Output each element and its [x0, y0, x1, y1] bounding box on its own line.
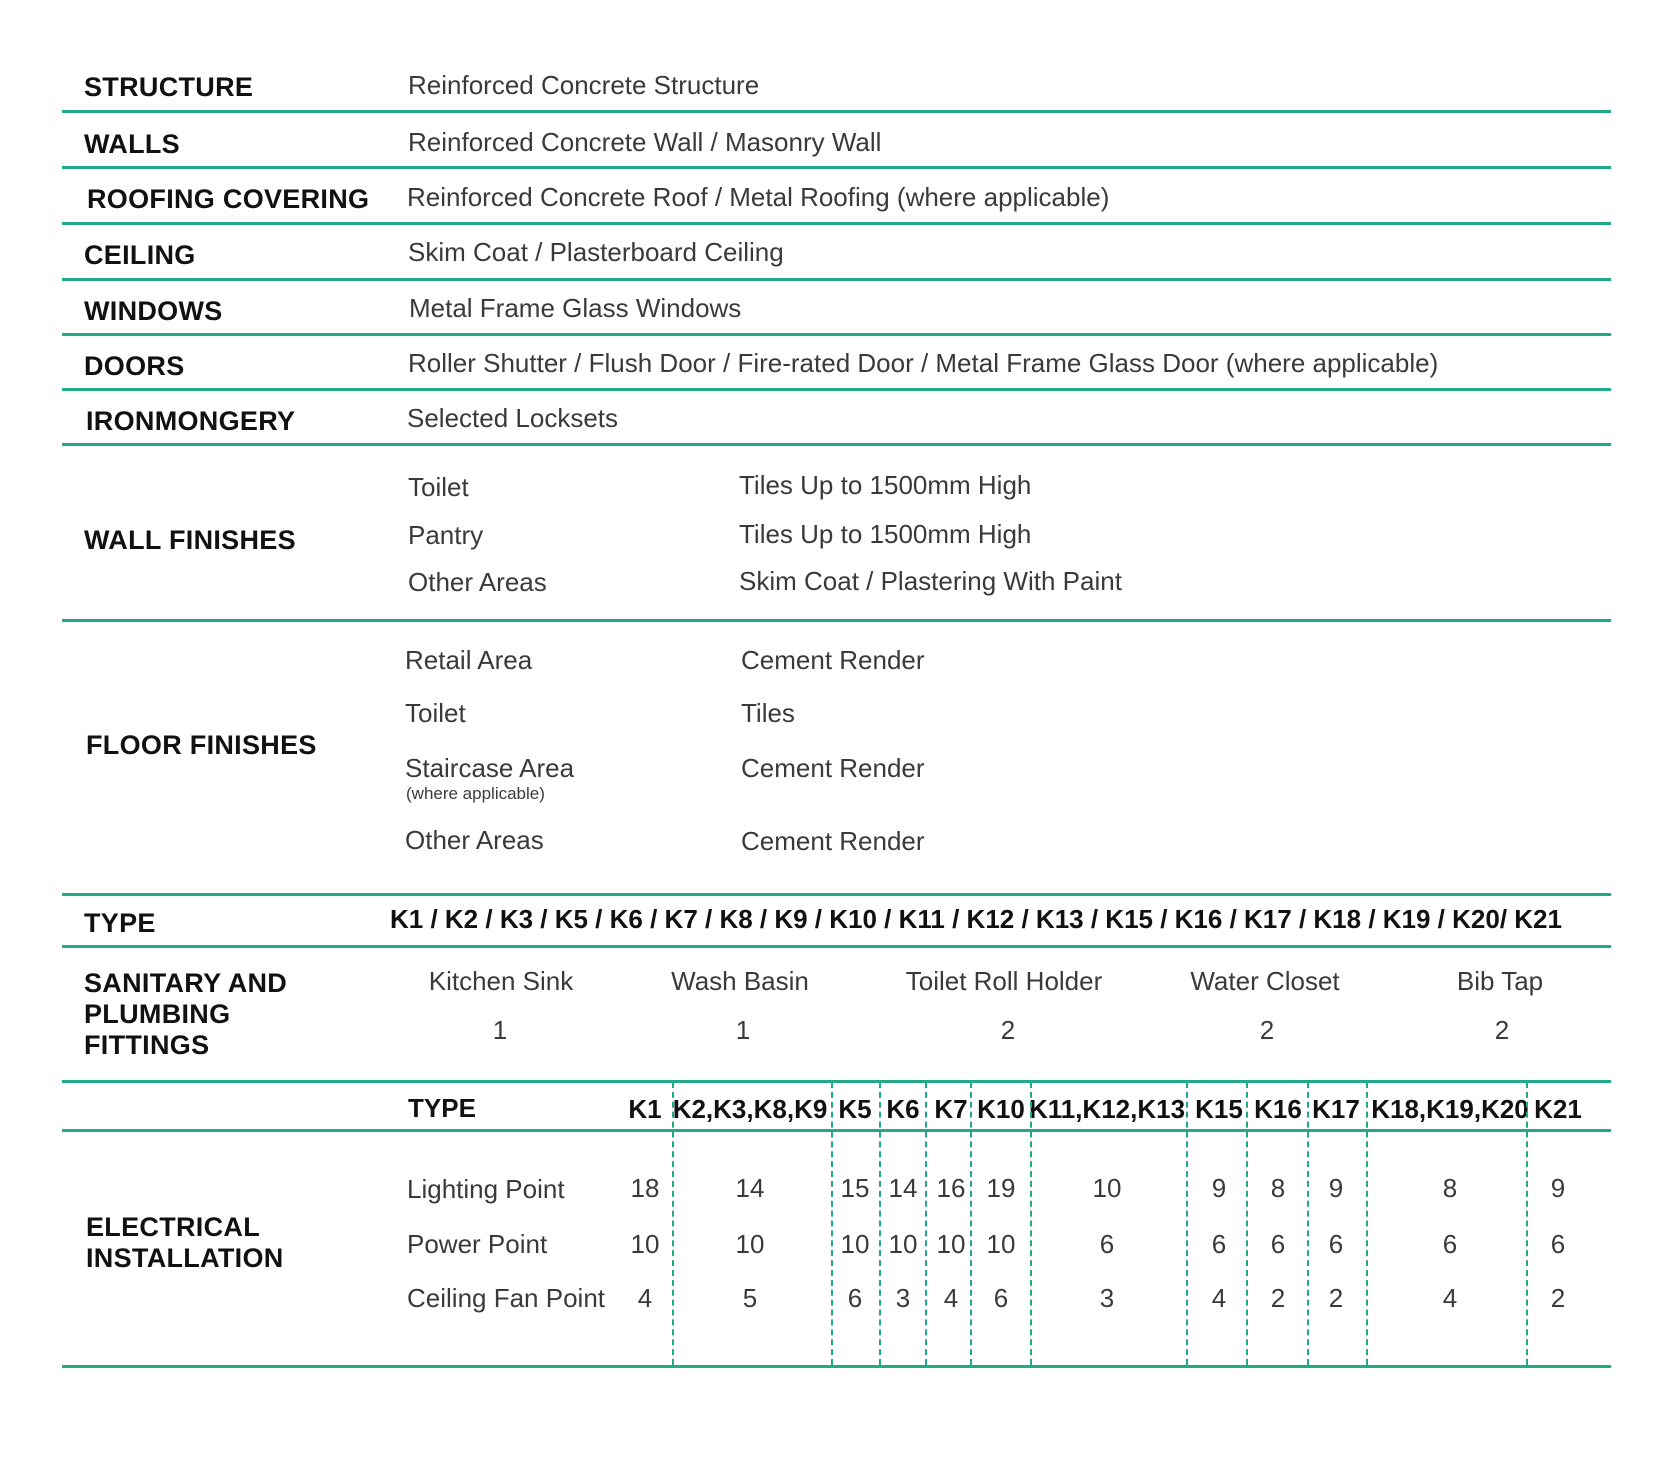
column-divider [831, 1082, 833, 1365]
wall-finish-area: Other Areas [408, 567, 547, 597]
electrical-column-header: K1 [628, 1094, 662, 1124]
structure-value: Reinforced Concrete Structure [408, 70, 760, 100]
windows-label: WINDOWS [84, 296, 223, 326]
electrical-cell: 9 [1328, 1173, 1344, 1203]
roofing-value: Reinforced Concrete Roof / Metal Roofing (where applicable) [407, 182, 1110, 212]
sanitary-item-qty: 1 [492, 1015, 508, 1045]
wall-finish-value: Tiles Up to 1500mm High [739, 519, 1032, 549]
divider [62, 945, 1611, 948]
sanitary-item-qty: 2 [1000, 1015, 1016, 1045]
electrical-cell: 10 [1092, 1173, 1122, 1203]
column-divider [1246, 1082, 1248, 1365]
floor-finish-area: Retail Area [405, 645, 533, 675]
floor-finish-value: Cement Render [741, 826, 925, 856]
electrical-cell: 10 [735, 1229, 765, 1259]
ironmongery-value: Selected Locksets [407, 403, 619, 433]
column-divider [1307, 1082, 1309, 1365]
electrical-cell: 4 [1211, 1283, 1227, 1313]
electrical-cell: 6 [1442, 1229, 1458, 1259]
doors-label: DOORS [84, 351, 185, 381]
electrical-column-header: K21 [1534, 1094, 1582, 1124]
divider [62, 1365, 1611, 1368]
electrical-row-name: Lighting Point [407, 1174, 565, 1204]
electrical-cell: 10 [986, 1229, 1016, 1259]
structure-label: STRUCTURE [84, 72, 254, 102]
electrical-cell: 10 [840, 1229, 870, 1259]
electrical-cell: 16 [936, 1173, 966, 1203]
floor-finish-area: Other Areas [405, 825, 544, 855]
roofing-label: ROOFING COVERING [87, 184, 370, 214]
electrical-cell: 2 [1550, 1283, 1566, 1313]
floor-finish-area: Staircase Area [405, 753, 575, 783]
floor-finish-area: Toilet [405, 698, 466, 728]
wall-finish-area: Pantry [408, 520, 484, 550]
electrical-row-name: Ceiling Fan Point [407, 1283, 605, 1313]
electrical-column-header: K7 [934, 1094, 968, 1124]
wall-finish-value: Tiles Up to 1500mm High [739, 470, 1032, 500]
divider [62, 388, 1611, 391]
electrical-cell: 9 [1211, 1173, 1227, 1203]
divider [62, 619, 1611, 622]
walls-value: Reinforced Concrete Wall / Masonry Wall [408, 127, 882, 157]
floor-finish-value: Cement Render [741, 753, 925, 783]
doors-value: Roller Shutter / Flush Door / Fire-rated Door / Metal Frame Glass Door (where applicable) [408, 348, 1439, 378]
electrical-column-header: K17 [1312, 1094, 1360, 1124]
sanitary-label-line: FITTINGS [84, 1030, 210, 1060]
electrical-label [86, 1212, 284, 1274]
electrical-cell: 6 [1550, 1229, 1566, 1259]
electrical-column-header: K18,K19,K20 [1371, 1094, 1529, 1124]
floor-finish-value: Cement Render [741, 645, 925, 675]
ceiling-label: CEILING [84, 240, 196, 270]
electrical-cell: 6 [1211, 1229, 1227, 1259]
column-divider [1030, 1082, 1032, 1365]
electrical-column-header: K5 [838, 1094, 872, 1124]
electrical-cell: 6 [847, 1283, 863, 1313]
electrical-column-header: K15 [1195, 1094, 1243, 1124]
electrical-cell: 10 [888, 1229, 918, 1259]
electrical-cell: 6 [1270, 1229, 1286, 1259]
electrical-column-header: K16 [1254, 1094, 1302, 1124]
electrical-cell: 14 [735, 1173, 765, 1203]
electrical-column-header: K10 [977, 1094, 1025, 1124]
type-list: K1 / K2 / K3 / K5 / K6 / K7 / K8 / K9 / K10 / K11 / K12 / K13 / K15 / K16 / K17 / K18 / K19 / K20/ K21 [390, 904, 1562, 934]
electrical-row-name: Power Point [407, 1229, 548, 1259]
sanitary-item-name: Kitchen Sink [428, 966, 574, 996]
divider [62, 1080, 1611, 1083]
divider [62, 893, 1611, 896]
sanitary-item-qty: 1 [735, 1015, 751, 1045]
electrical-cell: 18 [630, 1173, 660, 1203]
sanitary-label-line: PLUMBING [84, 999, 231, 1029]
sanitary-item-name: Toilet Roll Holder [905, 966, 1103, 996]
column-divider [1366, 1082, 1368, 1365]
electrical-cell: 3 [1099, 1283, 1115, 1313]
electrical-cell: 8 [1442, 1173, 1458, 1203]
electrical-column-header: K11,K12,K13 [1028, 1094, 1186, 1124]
electrical-cell: 19 [986, 1173, 1016, 1203]
divider [62, 110, 1611, 113]
electrical-cell: 3 [895, 1283, 911, 1313]
divider [62, 333, 1611, 336]
electrical-cell: 2 [1328, 1283, 1344, 1313]
walls-label: WALLS [84, 129, 180, 159]
divider [62, 443, 1611, 446]
sanitary-item-name: Water Closet [1190, 966, 1340, 996]
electrical-cell: 4 [637, 1283, 653, 1313]
electrical-cell: 4 [943, 1283, 959, 1313]
column-divider [970, 1082, 972, 1365]
sanitary-item-qty: 2 [1494, 1015, 1510, 1045]
floor-finish-value: Tiles [741, 698, 795, 728]
electrical-cell: 14 [888, 1173, 918, 1203]
floor-finish-note: (where applicable) [406, 784, 545, 803]
electrical-cell: 5 [742, 1283, 758, 1313]
column-divider [1526, 1082, 1528, 1365]
electrical-cell: 4 [1442, 1283, 1458, 1313]
windows-value: Metal Frame Glass Windows [409, 293, 742, 323]
electrical-cell: 9 [1550, 1173, 1566, 1203]
sanitary-item-name: Wash Basin [671, 966, 809, 996]
wall-finish-area: Toilet [408, 472, 469, 502]
electrical-cell: 15 [840, 1173, 870, 1203]
electrical-label-line: INSTALLATION [86, 1243, 284, 1273]
electrical-label-line: ELECTRICAL [86, 1212, 260, 1242]
column-divider [925, 1082, 927, 1365]
electrical-cell: 6 [1328, 1229, 1344, 1259]
wall-finishes-label: WALL FINISHES [84, 525, 296, 555]
electrical-column-header: K2,K3,K8,K9 [672, 1094, 828, 1124]
electrical-cell: 6 [993, 1283, 1009, 1313]
sanitary-item-qty: 2 [1259, 1015, 1275, 1045]
sanitary-item-name: Bib Tap [1456, 966, 1544, 996]
ceiling-value: Skim Coat / Plasterboard Ceiling [408, 237, 784, 267]
sanitary-label-line: SANITARY AND [84, 968, 288, 998]
divider [62, 166, 1611, 169]
electrical-cell: 10 [630, 1229, 660, 1259]
type-label: TYPE [84, 908, 156, 938]
divider [62, 222, 1611, 225]
ironmongery-label: IRONMONGERY [86, 406, 296, 436]
sanitary-label [84, 968, 287, 1061]
divider [62, 278, 1611, 281]
electrical-cell: 6 [1099, 1229, 1115, 1259]
floor-finishes-label: FLOOR FINISHES [86, 730, 317, 760]
wall-finish-value: Skim Coat / Plastering With Paint [739, 566, 1122, 596]
electrical-cell: 10 [936, 1229, 966, 1259]
electrical-cell: 2 [1270, 1283, 1286, 1313]
column-divider [1186, 1082, 1188, 1365]
column-divider [879, 1082, 881, 1365]
divider [62, 1129, 1611, 1132]
electrical-cell: 8 [1270, 1173, 1286, 1203]
column-divider [672, 1082, 674, 1365]
electrical-column-header: K6 [886, 1094, 920, 1124]
electrical-type-label: TYPE [408, 1093, 476, 1123]
